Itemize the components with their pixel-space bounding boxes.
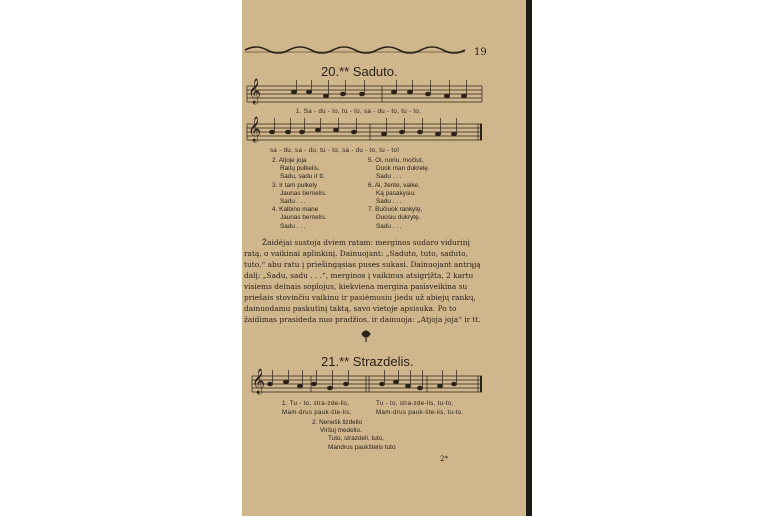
verse-line: Duosiu dukrytę.	[376, 214, 421, 222]
verse-line: 5. Oi, noriu, močiut,	[368, 157, 424, 164]
verse-line: Jaunas bernelis.	[280, 189, 327, 197]
note-head	[267, 382, 272, 386]
verse-line: Sadu . . .	[280, 222, 306, 230]
verse-line: Sadu, sadu ir tt.	[280, 173, 325, 181]
leaf-ornament	[362, 331, 370, 342]
song-21-title: 21.** Strazdelis.	[321, 354, 414, 369]
note-head	[444, 94, 449, 98]
note-head	[381, 132, 386, 136]
verse-line: 3. Ir tam pulkely	[272, 181, 318, 189]
verse-line: Ką pasakysiu.	[376, 189, 416, 197]
note-head	[306, 90, 311, 94]
paragraph-line: ratą, o vaikinai aplinkinį. Dainuojant: „Saduto, tuto, saduto,	[244, 249, 468, 258]
note-head	[391, 90, 396, 94]
song-20-verses-right	[368, 157, 430, 231]
note-head	[323, 94, 328, 98]
verse-line: Sadu . . .	[376, 198, 402, 206]
note-head	[435, 132, 440, 136]
paragraph-line: dainuodamu paskutinį taktą, savo vietoje apsisuka. Po to	[244, 304, 457, 313]
music-staff-2	[247, 124, 482, 140]
paragraph-line: tuto,“ abu ratu į priešingąsias puses sukasi. Dainuojant antrąją	[244, 260, 481, 269]
song-20-lyrics-2: sa - du, sa - du, tu - to, sa - du - to, tu - to!	[270, 147, 400, 154]
verse-line: 6. Ai, žente, vaike,	[368, 181, 420, 189]
verse-line: Sadu . . .	[376, 173, 402, 181]
note-head	[451, 132, 456, 136]
song-21-lyrics-b	[376, 399, 463, 417]
note-head	[283, 380, 288, 384]
book-page-scan	[242, 0, 531, 516]
note-head	[437, 384, 442, 388]
treble-clef-icon: 𝄞	[252, 369, 266, 394]
note-head	[327, 386, 332, 390]
verse-line: 4. Kalbino mane	[272, 206, 319, 214]
note-head	[297, 384, 302, 388]
note-head	[269, 130, 274, 134]
treble-clef-icon: 𝄞	[248, 79, 262, 104]
verse-line: 7. Bučiuok rankytę,	[368, 206, 423, 214]
treble-clef-icon: 𝄞	[248, 117, 262, 142]
paragraph-line: žaidimas prasideda nuo pradžios, ir dainuoja: „Atjoja joja“ ir tt.	[244, 315, 481, 324]
lyrics-line: Mam-drus pauk-šte-lis,	[282, 409, 352, 416]
verse-line: 2. Atjoje joja	[272, 157, 307, 164]
note-head	[417, 130, 422, 134]
note-head	[393, 380, 398, 384]
book-spine	[526, 0, 532, 516]
note-head	[359, 92, 364, 96]
note-head	[351, 130, 356, 134]
note-head	[311, 382, 316, 386]
verse-line: Sadu . . .	[280, 198, 306, 206]
song-20-verses-left	[272, 157, 327, 231]
note-head	[333, 128, 338, 132]
note-head	[451, 382, 456, 386]
verse-line: Jaunas bernelis.	[280, 214, 327, 222]
song-20-lyrics-1: 1. Sa - du - to, tu - to, sa - du - to, tu - to,	[296, 108, 422, 115]
printer-signature: 2*	[440, 455, 448, 463]
song-21-verses	[312, 419, 396, 452]
verse-line: Tuto, strazdeli, tuto,	[328, 435, 384, 443]
note-head	[461, 94, 466, 98]
lyrics-line: Mam-drus pauk-šte-lis, tu-to.	[376, 409, 464, 416]
verse-line: Viršuj medelio.	[320, 427, 362, 435]
note-head	[291, 90, 296, 94]
note-head	[285, 130, 290, 134]
note-head	[379, 382, 384, 386]
music-notes	[267, 80, 466, 390]
verse-line: 2. Nenešk lizdelio	[312, 419, 363, 426]
lyrics-line: Tu - to, stra-zde-lis, tu-to,	[376, 400, 454, 407]
verse-line: Duok man dukrelę.	[376, 165, 430, 173]
paragraph-line: visiems delnais soplojus, kiekviena mergina pasisveikina su	[244, 282, 468, 291]
note-head	[340, 92, 345, 96]
note-head	[405, 384, 410, 388]
note-head	[417, 386, 422, 390]
paragraph-line: dalį: „Sadu, sadu . . .“, merginos į vaikinus atsigrįžta, 2 kartu	[244, 271, 474, 280]
page-number: 19	[474, 47, 487, 58]
verse-line: Raitų pulkelis.	[280, 165, 320, 173]
note-head	[299, 130, 304, 134]
note-head	[425, 92, 430, 96]
song-21-lyrics-a	[282, 399, 352, 417]
note-head	[407, 90, 412, 94]
paragraph-line: Žaidėjai sustoja dviem ratam: merginos sudaro vidurinį	[262, 238, 470, 247]
note-head	[343, 382, 348, 386]
note-head	[315, 128, 320, 132]
song-20-description	[244, 237, 481, 325]
song-20-title: 20.** Saduto.	[321, 64, 398, 79]
paragraph-line: priešais stovinčiu vaikinu ir pasiėmusiu jiedu už abiejų rankų,	[244, 293, 476, 302]
note-head	[399, 130, 404, 134]
verse-line: Sadu . . .	[376, 222, 402, 230]
verse-line: Mandrus paukštelis tuto	[328, 443, 396, 451]
lyrics-line: 1. Tu - to, stra-zde-lis,	[282, 400, 350, 407]
